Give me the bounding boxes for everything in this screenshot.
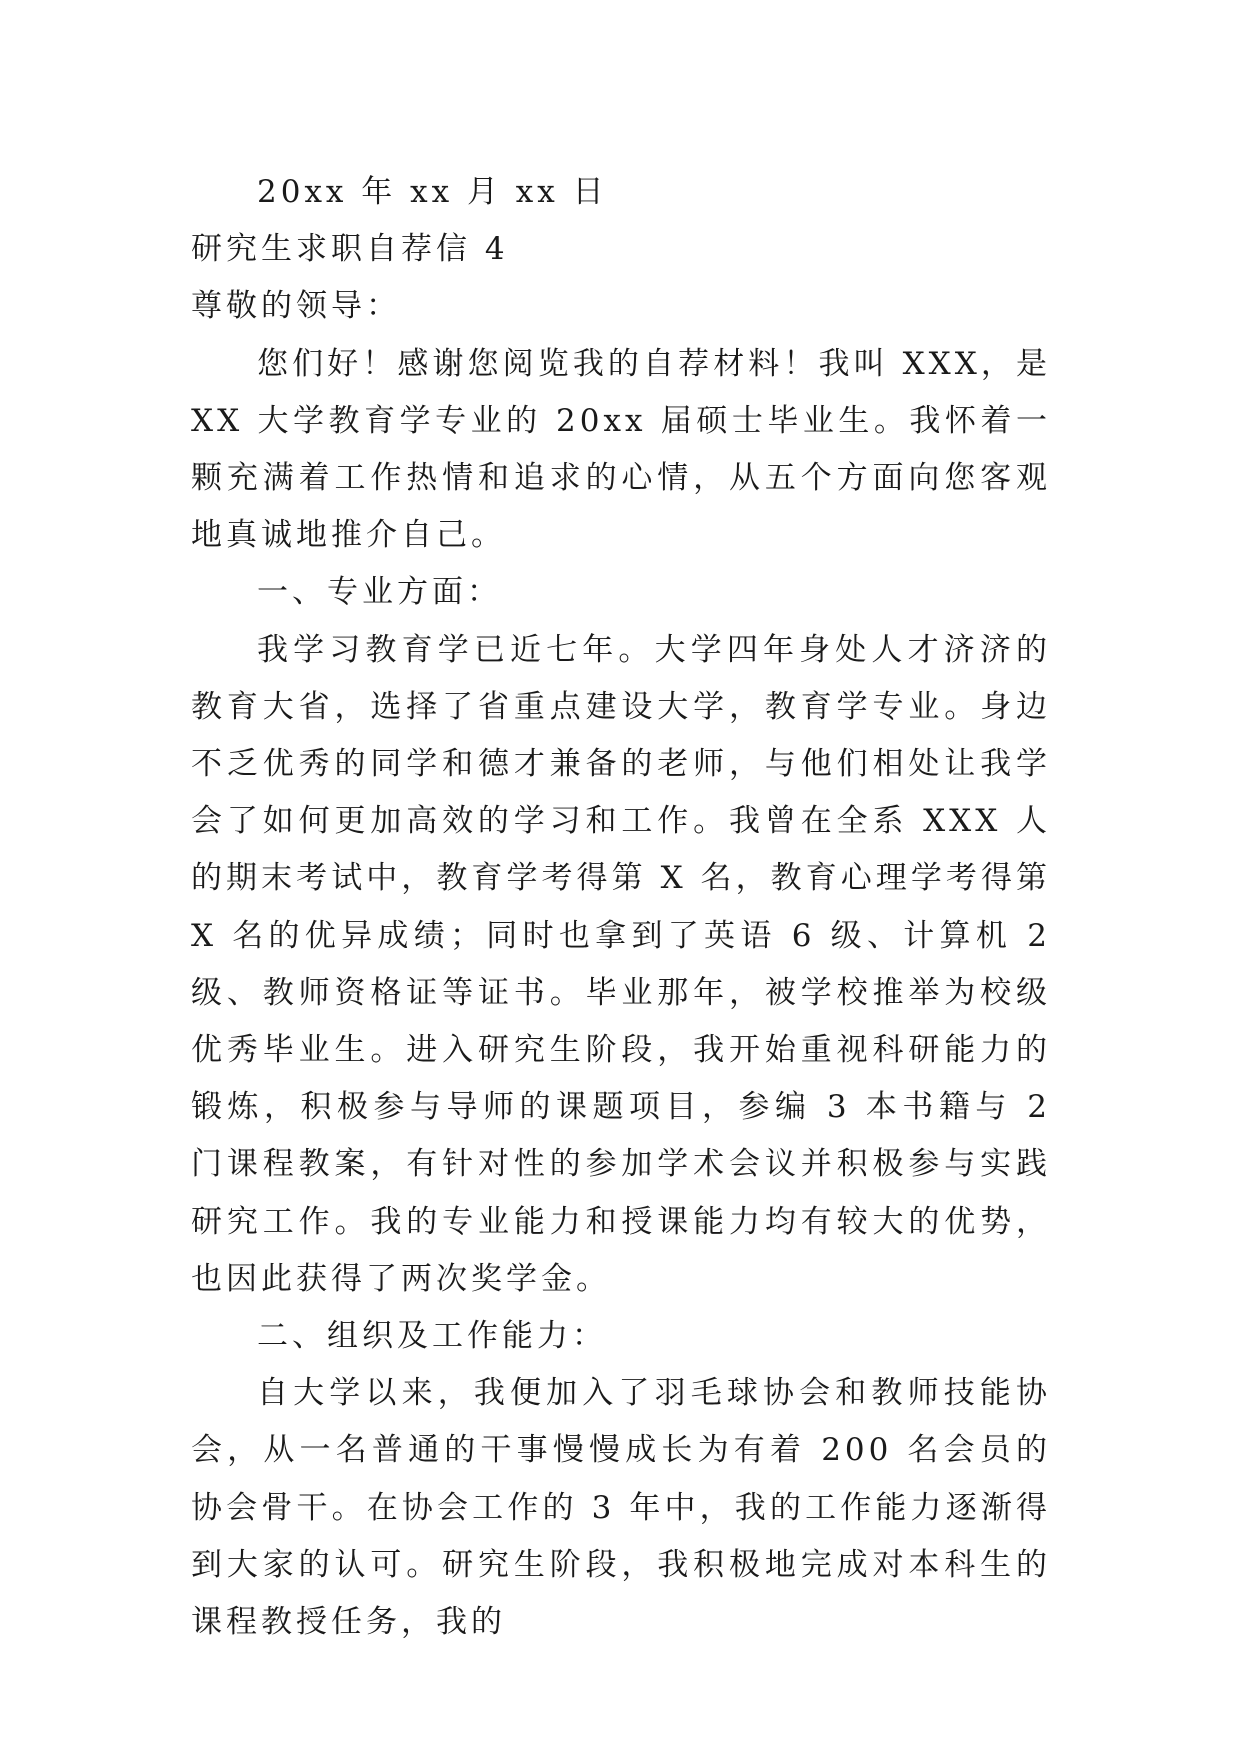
paragraph-organization: 自大学以来，我便加入了羽毛球协会和教师技能协会，从一名普通的干事慢慢成长为有着 200 名会员的协会骨干。在协会工作的 3 年中，我的工作能力逐渐得到大家的认可。研究生阶段，我积极地完成对本科生的课程教授任务，我的 — [191, 1375, 1051, 1641]
paragraph-greeting: 您们好！感谢您阅览我的自荐材料！我叫 XXX，是 XX 大学教育学专业的 20xx 届硕士毕业生。我怀着一颗充满着工作热情和追求的心情，从五个方面向您客观地真诚地推介自己。 — [191, 345, 1051, 554]
section-heading-professional: 一、专业方面： — [257, 574, 502, 611]
salutation: 尊敬的领导： — [191, 288, 401, 325]
document-body — [191, 164, 1051, 1651]
paragraph-professional: 我学习教育学已近七年。大学四年身处人才济济的教育大省，选择了省重点建设大学，教育学专业。身边不乏优秀的同学和德才兼备的老师，与他们相处让我学会了如何更加高效的学习和工作。我曾在全系 XXX 人的期末考试中，教育学考得第 X 名，教育心理学考得第 X 名的优异成绩；同时也拿到了英语 6 级、计算机 2 级、教师资格证等证书。毕业那年，被学校推举为校级优秀毕业生。进入研究生阶段，我开始重视科研能力的锻炼，积极参与导师的课题项目，参编 3 本书籍与 2 门课程教案，有针对性的参加学术会议并积极参与实践研究工作。我的专业能力和授课能力均有较大的优势，也因此获得了两次奖学金。 — [191, 631, 1051, 1297]
letter-title: 研究生求职自荐信 4 — [191, 231, 509, 268]
date-line: 20xx 年 xx 月 xx 日 — [257, 174, 608, 210]
section-heading-organization: 二、组织及工作能力： — [257, 1318, 607, 1355]
